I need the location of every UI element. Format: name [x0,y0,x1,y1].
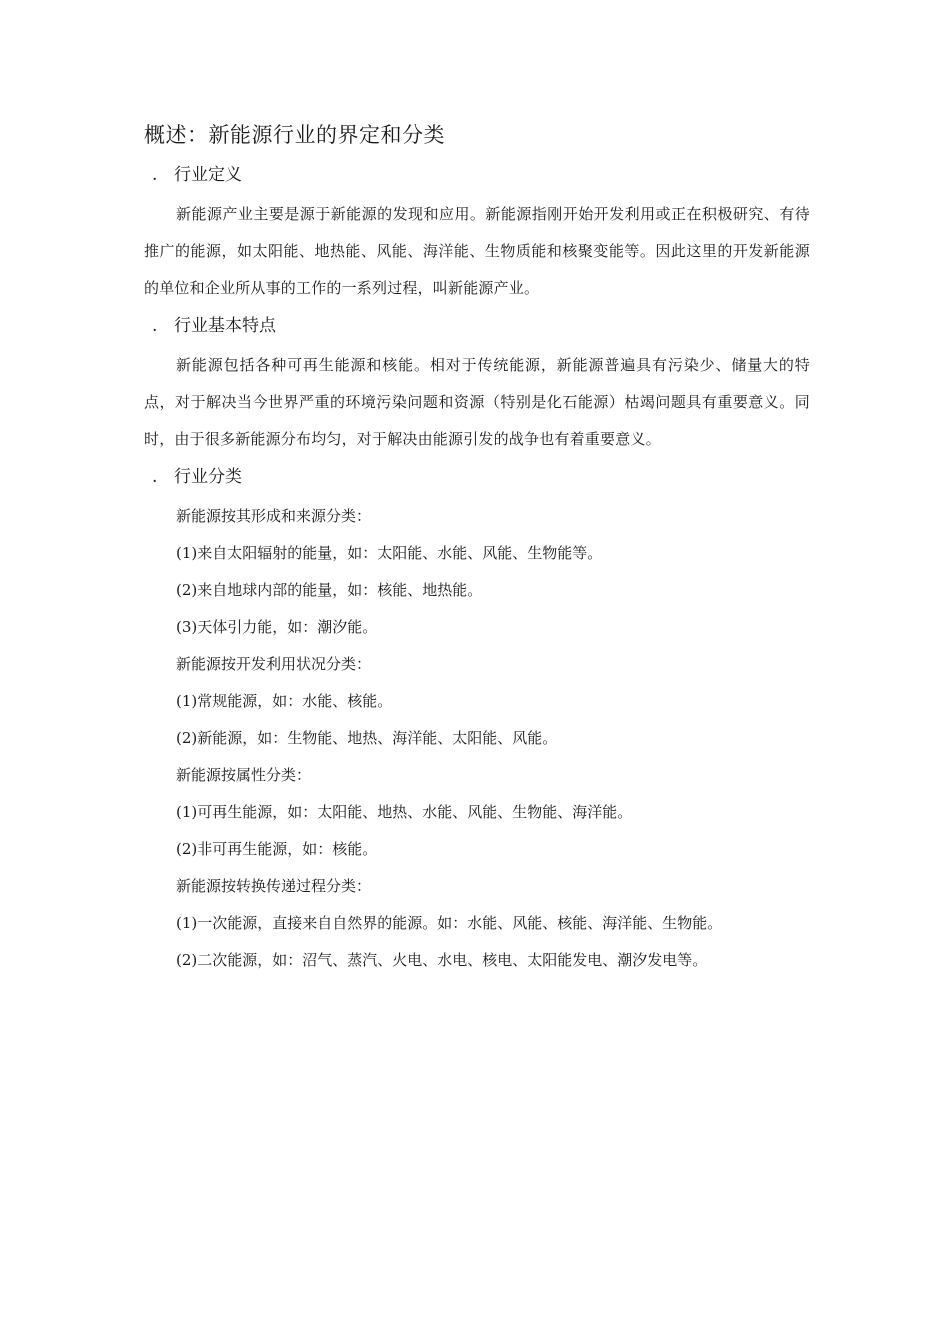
list-line: (1)常规能源，如：水能、核能。 [176,692,393,710]
section-bullet: . [152,316,158,336]
section-bullet: . [152,467,158,487]
section-heading-features [144,313,810,339]
list-line: (2)二次能源，如：沼气、蒸汽、火电、水电、核电、太阳能发电、潮汐发电等。 [176,951,708,969]
section-heading-definition [144,162,810,188]
page-title: 概述：新能源行业的界定和分类 [144,123,445,147]
features-paragraph: 新能源包括各种可再生能源和核能。相对于传统能源，新能源普遍具有污染少、储量大的特点，对于解决当今世界严重的环境污染问题和资源（特别是化石能源）枯竭问题具有重要意义。同时，由于很多新能源分布均匀，对于解决由能源引发的战争也有着重要意义。 [144,356,810,448]
list-line: (1)可再生能源，如：太阳能、地热、水能、风能、生物能、海洋能。 [176,803,633,821]
section-heading-text: 行业基本特点 [174,316,276,336]
list-line: 新能源按属性分类： [176,766,312,784]
list-line: (2)非可再生能源，如：核能。 [176,840,378,858]
list-line: 新能源按转换传递过程分类： [176,877,372,895]
list-line: (1)来自太阳辐射的能量，如：太阳能、水能、风能、生物能等。 [176,544,603,562]
document-page [144,118,810,979]
classification-list [144,498,810,979]
list-line: 新能源按其形成和来源分类： [176,507,372,525]
section-heading-classification [144,464,810,490]
definition-paragraph: 新能源产业主要是源于新能源的发现和应用。新能源指刚开始开发利用或正在积极研究、有待推广的能源，如太阳能、地热能、风能、海洋能、生物质能和核聚变能等。因此这里的开发新能源的单位和企业所从事的工作的一系列过程，叫新能源产业。 [144,205,810,297]
section-heading-text: 行业定义 [174,165,242,185]
section-bullet: . [152,165,158,185]
list-line: (1)一次能源，直接来自自然界的能源。如：水能、风能、核能、海洋能、生物能。 [176,914,723,932]
list-line: (2)新能源，如：生物能、地热、海洋能、太阳能、风能。 [176,729,558,747]
list-line: (3)天体引力能，如：潮汐能。 [176,618,378,636]
section-heading-text: 行业分类 [174,467,242,487]
list-line: (2)来自地球内部的能量，如：核能、地热能。 [176,581,483,599]
list-line: 新能源按开发利用状况分类： [176,655,372,673]
